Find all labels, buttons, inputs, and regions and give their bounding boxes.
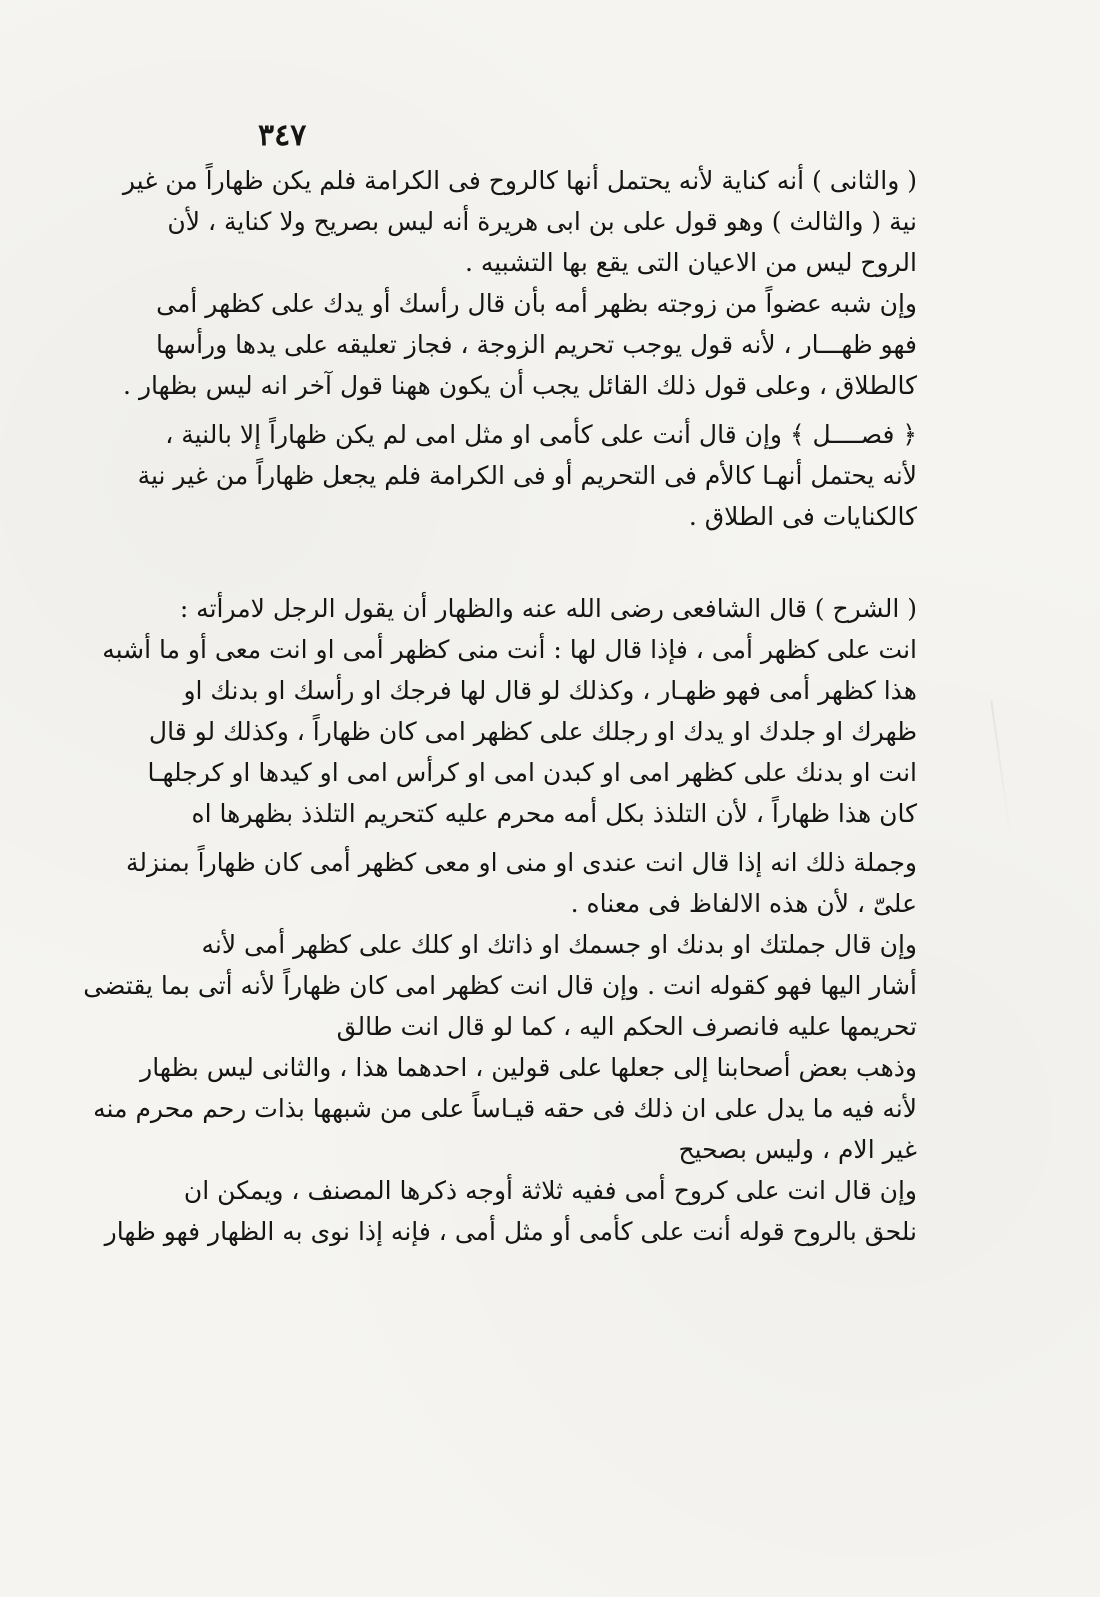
text-line: لأنه يحتمل أنهـا كالأم فى التحريم أو فى الكرامة فلم يجعل ظهاراً من غير نية	[137, 461, 917, 490]
text-line: غير الام ، وليس بصحيح	[678, 1135, 917, 1164]
section-heading-line: ﴿ فصــــل ﴾ وإن قال أنت على كأمى او مثل امى لم يكن ظهاراً إلا بالنية ،	[165, 420, 917, 449]
main-text-section	[122, 160, 917, 537]
text-line: وذهب بعض أصحابنا إلى جعلها على قولين ، احدهما هذا ، والثانى ليس بظهار	[140, 1053, 917, 1082]
text-line: أشار اليها فهو كقوله انت . وإن قال انت كظهر امى كان ظهاراً لأنه أتى بما يقتضى	[83, 971, 917, 1000]
commentary-heading-line: ( الشرح ) قال الشافعى رضى الله عنه والظهار أن يقول الرجل لامرأته :	[179, 594, 917, 623]
text-line: كالكنايات فى الطلاق .	[688, 502, 917, 531]
text-line: وإن شبه عضواً من زوجته بظهر أمه بأن قال رأسك أو يدك على كظهر أمى	[156, 289, 917, 318]
page-number: ٣٤٧	[258, 118, 307, 153]
text-line: علىّ ، لأن هذه الالفاظ فى معناه .	[570, 889, 917, 918]
text-line: نية ( والثالث ) وهو قول على بن ابى هريرة أنه ليس بصريح ولا كناية ، لأن	[167, 207, 917, 236]
text-line: وإن قال انت على كروح أمى ففيه ثلاثة أوجه ذكرها المصنف ، ويمكن ان	[183, 1176, 917, 1205]
text-line: انت او بدنك على كظهر امى او كبدن امى او كرأس امى او كيدها او كرجلهـا	[147, 758, 917, 787]
margin-mark	[990, 701, 1011, 840]
text-line: ( والثانى ) أنه كناية لأنه يحتمل أنها كالروح فى الكرامة فلم يكن ظهاراً من غير	[122, 166, 917, 195]
text-line: الروح ليس من الاعيان التى يقع بها التشبيه .	[464, 248, 917, 277]
commentary-section	[83, 588, 917, 1252]
text-line: هذا كظهر أمى فهو ظهـار ، وكذلك لو قال لها فرجك او رأسك او بدنك او	[183, 676, 917, 705]
text-line: نلحق بالروح قوله أنت على كأمى أو مثل أمى ، فإنه إذا نوى به الظهار فهو ظهار	[104, 1217, 917, 1246]
text-line: فهو ظهـــار ، لأنه قول يوجب تحريم الزوجة ، فجاز تعليقه على يدها ورأسها	[156, 330, 917, 359]
text-line: تحريمها عليه فانصرف الحكم اليه ، كما لو قال انت طالق	[336, 1012, 917, 1041]
text-line: وإن قال جملتك او بدنك او جسمك او ذاتك او كلك على كظهر أمى لأنه	[201, 930, 917, 959]
text-line: ظهرك او جلدك او يدك او رجلك على كظهر امى كان ظهاراً ، وكذلك لو قال	[148, 717, 917, 746]
text-line: كان هذا ظهاراً ، لأن التلذذ بكل أمه محرم عليه كتحريم التلذذ بظهرها اه	[191, 799, 917, 828]
text-line: كالطلاق ، وعلى قول ذلك القائل يجب أن يكون ههنا قول آخر انه ليس بظهار .	[123, 371, 917, 400]
text-line: انت على كظهر أمى ، فإذا قال لها : أنت منى كظهر أمى او انت معى أو ما أشبه	[102, 635, 917, 664]
text-line: لأنه فيه ما يدل على ان ذلك فى حقه قيـاساً على من شبهها بذات رحم محرم منه	[93, 1094, 917, 1123]
text-line: وجملة ذلك انه إذا قال انت عندى او منى او معى كظهر أمى كان ظهاراً بمنزلة	[125, 848, 917, 877]
